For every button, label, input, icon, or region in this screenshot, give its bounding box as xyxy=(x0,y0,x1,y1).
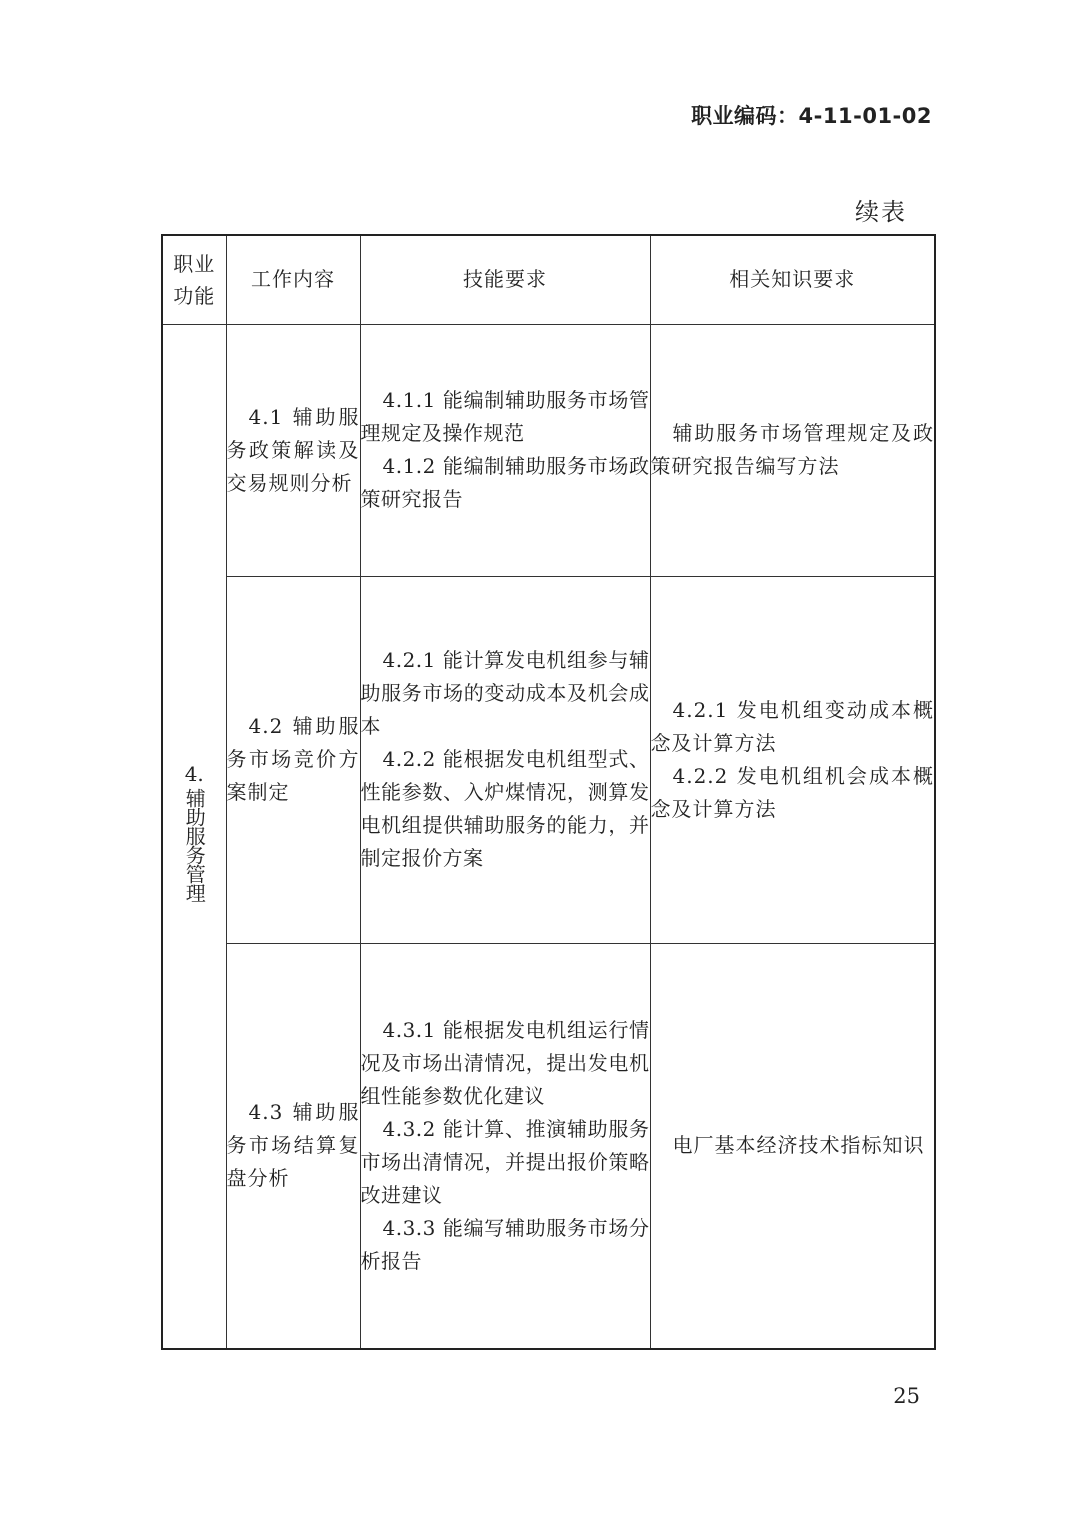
table-row xyxy=(162,324,935,576)
knowledge-cell xyxy=(650,576,935,943)
knowledge-cell xyxy=(650,324,935,576)
header-knowledge: 相关知识要求 xyxy=(650,235,935,324)
page-number: 25 xyxy=(893,1384,920,1408)
skill-item: 4.2.2 能根据发电机组型式、性能参数、入炉煤情况，测算发电机组提供辅助服务的能力，并制定报价方案 xyxy=(360,747,650,870)
work-content-cell xyxy=(226,324,360,576)
skill-item: 4.3.3 能编写辅助服务市场分析报告 xyxy=(360,1215,650,1273)
work-content-cell xyxy=(226,943,360,1349)
header-function xyxy=(162,235,226,324)
function-name: 辅助服务管理 xyxy=(182,788,207,903)
knowledge-item: 4.2.1 发电机组变动成本概念及计算方法 xyxy=(650,697,934,755)
occupation-skill-table xyxy=(161,234,936,1350)
work-content-cell xyxy=(226,576,360,943)
table-row xyxy=(162,576,935,943)
knowledge-item: 电厂基本经济技术指标知识 xyxy=(672,1133,925,1158)
knowledge-item: 4.2.2 发电机组机会成本概念及计算方法 xyxy=(650,763,934,821)
table-row xyxy=(162,943,935,1349)
knowledge-item: 辅助服务市场管理规定及政策研究报告编写方法 xyxy=(650,421,934,478)
header-skills: 技能要求 xyxy=(360,235,650,324)
skill-item: 4.3.1 能根据发电机组运行情况及市场出清情况，提出发电机组性能参数优化建议 xyxy=(360,1017,650,1108)
work-content-text: 4.3 辅助服务市场结算复盘分析 xyxy=(226,1100,360,1191)
function-number: 4. xyxy=(184,762,204,787)
table-header-row xyxy=(162,235,935,324)
knowledge-cell xyxy=(650,943,935,1349)
skills-cell xyxy=(360,324,650,576)
skill-item: 4.2.1 能计算发电机组参与辅助服务市场的变动成本及机会成本 xyxy=(360,648,650,738)
work-content-text: 4.2 辅助服务市场竞价方案制定 xyxy=(226,714,360,804)
skill-item: 4.1.1 能编制辅助服务市场管理规定及操作规范 xyxy=(360,388,650,445)
skills-cell xyxy=(360,576,650,943)
work-content-text: 4.1 辅助服务政策解读及交易规则分析 xyxy=(226,404,360,495)
skills-cell xyxy=(360,943,650,1349)
skill-item: 4.1.2 能编制辅助服务市场政策研究报告 xyxy=(360,454,650,511)
continued-table-label: 续表 xyxy=(855,198,907,226)
skill-item: 4.3.2 能计算、推演辅助服务市场出清情况，并提出报价策略改进建议 xyxy=(360,1116,650,1207)
header-function-label: 职业功能 xyxy=(173,251,216,308)
occupation-code: 职业编码：4-11-01-02 xyxy=(691,104,932,128)
function-cell xyxy=(162,324,226,1349)
header-work-content: 工作内容 xyxy=(226,235,360,324)
